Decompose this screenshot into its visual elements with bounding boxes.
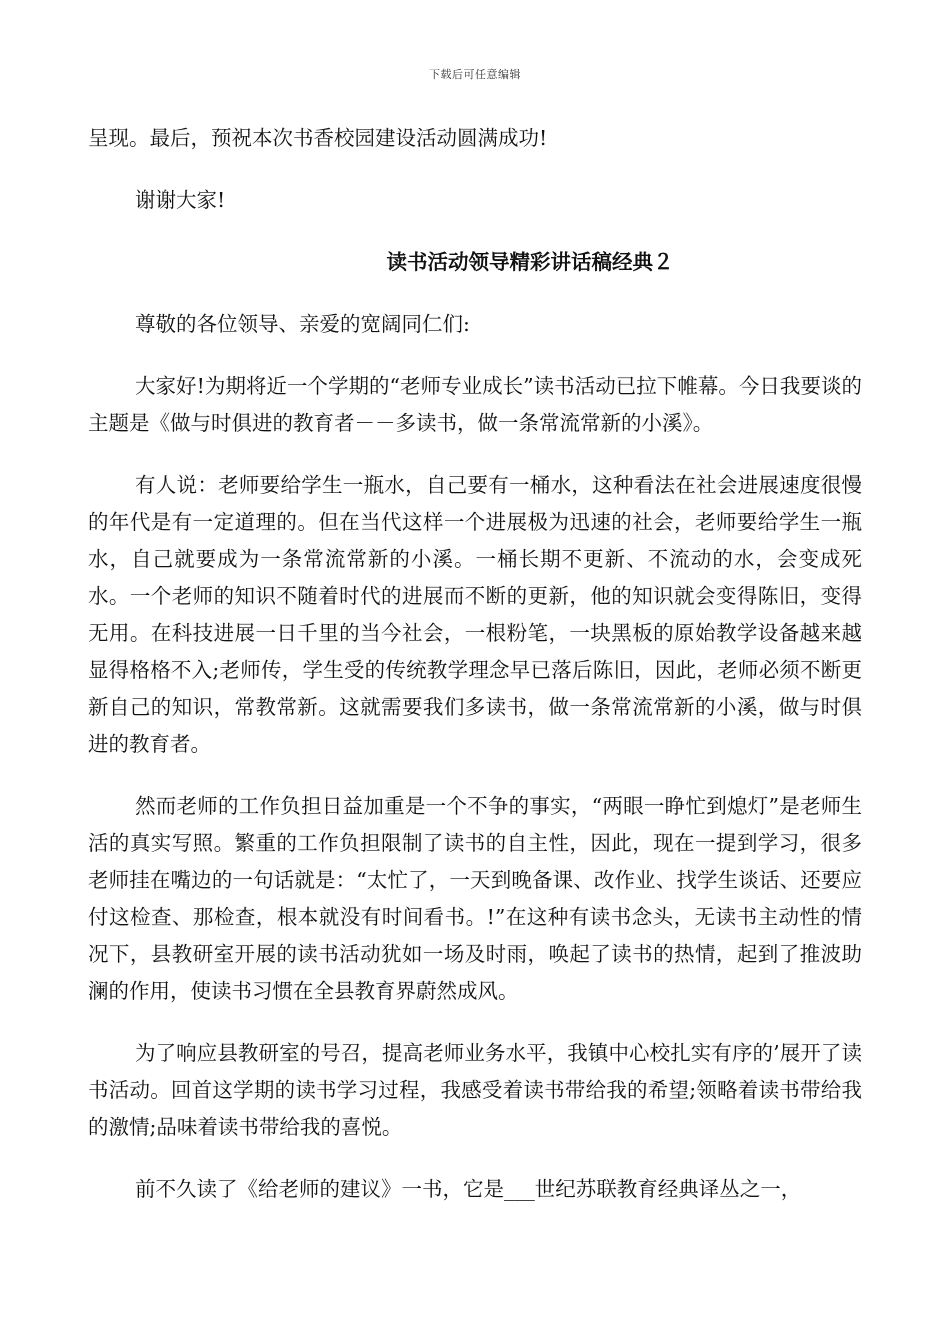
paragraph-4: 为了响应县教研室的号召，提高老师业务水平，我镇中心校扎实有序的’展开了读书活动。回首这学期的读书学习过程，我感受着读书带给我的希望;领略着读书带给我的激情;品味着读书带给我的喜悦。: [88, 1041, 862, 1139]
document-body: [88, 120, 862, 1233]
header-note: 下载后可任意编辑: [429, 68, 521, 81]
continuation-paragraph: 呈现。最后，预祝本次书香校园建设活动圆满成功!: [88, 126, 548, 150]
paragraph-2: 有人说：老师要给学生一瓶水，自己要有一桶水，这种看法在社会进展速度很慢的年代是有一定道理的。但在当代这样一个进展极为迅速的社会，老师要给学生一瓶水，自己就要成为一条常流常新的小溪。一桶长期不更新、不流动的水，会变成死水。一个老师的知识不随着时代的进展而不断的更新，他的知识就会变得陈旧，变得无用。在科技进展一日千里的当今社会，一根粉笔，一块黑板的原始教学设备越来越显得格格不入;老师传，学生受的传统教学理念早已落后陈旧，因此，老师必须不断更新自己的知识，常教常新。这就需要我们多读书，做一条常流常新的小溪，做与时俱进的教育者。: [88, 473, 862, 756]
paragraph-1: 大家好!为期将近一个学期的“老师专业成长”读书活动已拉下帷幕。今日我要谈的主题是《做与时俱进的教育者－－多读书，做一条常流常新的小溪》。: [88, 374, 862, 435]
paragraph-5: 前不久读了《给老师的建议》一书，它是___世纪苏联教育经典译丛之一，: [135, 1177, 802, 1201]
section-title: 读书活动领导精彩讲话稿经典２: [386, 250, 674, 274]
paragraph-3: 然而老师的工作负担日益加重是一个不争的事实，“两眼一睁忙到熄灯”是老师生活的真实写照。繁重的工作负担限制了读书的自主性，因此，现在一提到学习，很多老师挂在嘴边的一句话就是：“太忙了，一天到晚备课、改作业、找学生谈话、还要应付这检查、那检查，根本就没有时间看书。!”在这种有读书念头，无读书主动性的情况下，县教研室开展的读书活动犹如一场及时雨，唤起了读书的热情，起到了推波助澜的作用，使读书习惯在全县教育界蔚然成风。: [88, 794, 862, 1003]
salutation: 尊敬的各位领导、亲爱的宽阔同仁们:: [135, 312, 470, 336]
thanks-line: 谢谢大家!: [135, 188, 226, 212]
